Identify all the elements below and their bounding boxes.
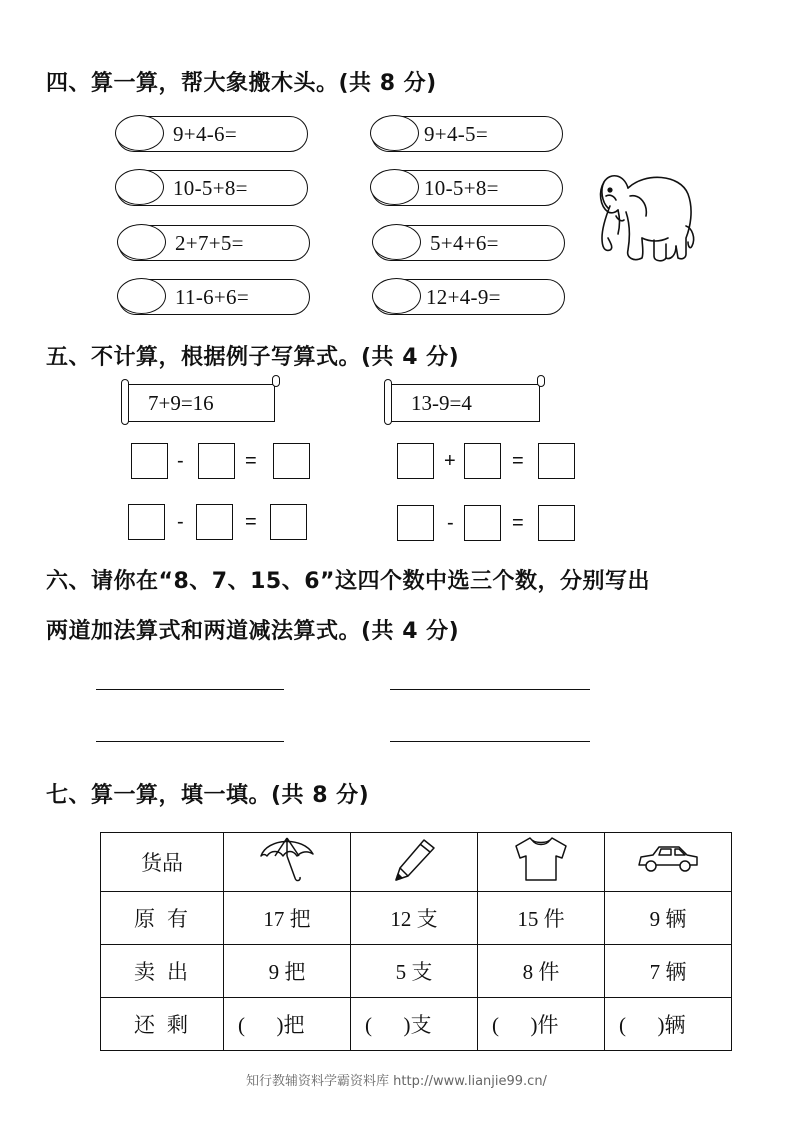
equals-sign: = bbox=[512, 512, 524, 534]
expression: 9+4-5= bbox=[424, 122, 488, 146]
expression: 9+4-6= bbox=[173, 122, 237, 146]
answer-box[interactable] bbox=[464, 443, 501, 479]
answer-cell[interactable]: ( )件 bbox=[478, 998, 605, 1051]
section5-heading: 五、不计算，根据例子写算式。(共 4 分) bbox=[46, 345, 460, 370]
table-header-label: 货品 bbox=[101, 833, 224, 892]
expression: 2+7+5= bbox=[175, 231, 244, 255]
table-row bbox=[101, 892, 732, 945]
table-row bbox=[101, 998, 732, 1051]
answer-line[interactable] bbox=[390, 689, 590, 690]
example-scroll-right bbox=[390, 384, 540, 422]
table-cell: 5 支 bbox=[351, 945, 478, 998]
pill-left-2 bbox=[116, 170, 308, 206]
answer-cell[interactable]: ( )支 bbox=[351, 998, 478, 1051]
answer-box[interactable] bbox=[270, 504, 307, 540]
table-row bbox=[101, 833, 732, 892]
expression: 11-6+6= bbox=[175, 285, 250, 309]
pill-right-2 bbox=[371, 170, 563, 206]
table-cell: 8 件 bbox=[478, 945, 605, 998]
umbrella-icon bbox=[224, 833, 351, 892]
expression: 10-5+8= bbox=[173, 176, 248, 200]
answer-box[interactable] bbox=[397, 505, 434, 541]
answer-box[interactable] bbox=[464, 505, 501, 541]
operator: + bbox=[444, 450, 456, 472]
table-cell: 9 把 bbox=[224, 945, 351, 998]
example-expression: 7+9=16 bbox=[148, 391, 214, 415]
table-cell: 15 件 bbox=[478, 892, 605, 945]
example-scroll-left bbox=[127, 384, 275, 422]
pill-left-1 bbox=[116, 116, 308, 152]
table-cell: 7 辆 bbox=[605, 945, 732, 998]
answer-box[interactable] bbox=[196, 504, 233, 540]
section6-heading-line2: 两道加法算式和两道减法算式。(共 4 分) bbox=[46, 619, 460, 644]
expression: 5+4+6= bbox=[430, 231, 499, 255]
row-label: 还剩 bbox=[101, 998, 224, 1051]
table-cell: 9 辆 bbox=[605, 892, 732, 945]
operator: - bbox=[447, 512, 454, 534]
pencil-icon bbox=[351, 833, 478, 892]
elephant-image bbox=[590, 166, 700, 270]
answer-line[interactable] bbox=[96, 741, 284, 742]
answer-box[interactable] bbox=[128, 504, 165, 540]
table-cell: 12 支 bbox=[351, 892, 478, 945]
expression: 10-5+8= bbox=[424, 176, 499, 200]
answer-line[interactable] bbox=[390, 741, 590, 742]
tshirt-icon bbox=[478, 833, 605, 892]
operator: - bbox=[177, 511, 184, 533]
equals-sign: = bbox=[245, 511, 257, 533]
car-icon bbox=[605, 833, 732, 892]
pill-left-3 bbox=[118, 225, 310, 261]
table-cell: 17 把 bbox=[224, 892, 351, 945]
pill-right-4 bbox=[373, 279, 565, 315]
answer-cell[interactable]: ( )把 bbox=[224, 998, 351, 1051]
row-label: 原有 bbox=[101, 892, 224, 945]
answer-box[interactable] bbox=[538, 505, 575, 541]
example-expression: 13-9=4 bbox=[411, 391, 472, 415]
goods-table bbox=[100, 832, 732, 1051]
section7-heading: 七、算一算，填一填。(共 8 分) bbox=[46, 783, 370, 808]
equals-sign: = bbox=[512, 450, 524, 472]
row-label: 卖出 bbox=[101, 945, 224, 998]
section4-heading: 四、算一算，帮大象搬木头。(共 8 分) bbox=[46, 71, 437, 96]
answer-box[interactable] bbox=[273, 443, 310, 479]
answer-line[interactable] bbox=[96, 689, 284, 690]
answer-box[interactable] bbox=[131, 443, 168, 479]
equals-sign: = bbox=[245, 450, 257, 472]
answer-cell[interactable]: ( )辆 bbox=[605, 998, 732, 1051]
answer-box[interactable] bbox=[538, 443, 575, 479]
expression: 12+4-9= bbox=[426, 285, 501, 309]
pill-right-1 bbox=[371, 116, 563, 152]
footer-watermark: 知行教辅资料学霸资料库 http://www.lianjie99.cn/ bbox=[246, 1074, 547, 1089]
answer-box[interactable] bbox=[198, 443, 235, 479]
operator: - bbox=[177, 450, 184, 472]
pill-right-3 bbox=[373, 225, 565, 261]
pill-left-4 bbox=[118, 279, 310, 315]
section6-heading-line1: 六、请你在“8、7、15、6”这四个数中选三个数，分别写出 bbox=[46, 569, 650, 594]
answer-box[interactable] bbox=[397, 443, 434, 479]
table-row bbox=[101, 945, 732, 998]
